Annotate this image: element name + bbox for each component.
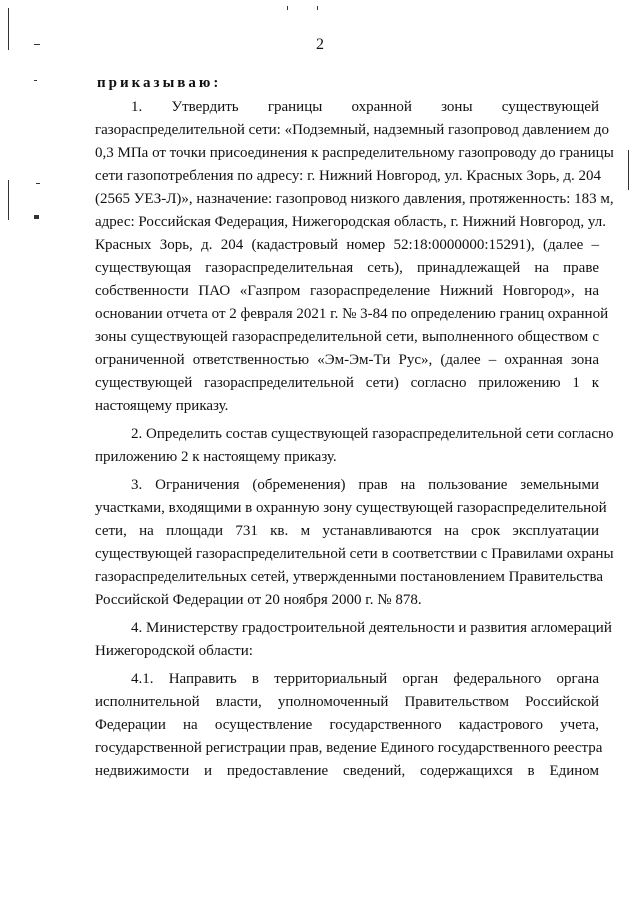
text-line: Российской Федерации от 20 ноября 2000 г. № 878. (95, 592, 422, 608)
text-line: исполнительной власти, уполномоченный Правительством Российской (95, 694, 599, 710)
page-number: 2 (316, 36, 324, 53)
document-body (95, 96, 614, 788)
text-line: существующей газораспределительной сети) согласно приложению 1 к (95, 375, 599, 391)
scan-mark (34, 215, 39, 219)
scan-mark (317, 6, 318, 10)
text-line: сети газопотребления по адресу: г. Нижний Новгород, ул. Красных Зорь, д. 204 (95, 168, 601, 184)
text-line: существующей газораспределительной сети в соответствии с Правилами охраны (95, 546, 614, 562)
text-line: государственной регистрации прав, ведение Единого государственного реестра (95, 740, 603, 756)
text-line: газораспределительной сети: «Подземный, надземный газопровод давлением до (95, 122, 609, 138)
text-line: 4.1. Направить в территориальный орган федерального органа (131, 671, 599, 687)
scan-mark (628, 150, 629, 190)
text-line: настоящему приказу. (95, 398, 229, 414)
text-line: зоны существующей газораспределительной сети, выполненного обществом с (95, 329, 599, 345)
scan-mark (287, 6, 288, 10)
paragraph-5 (95, 668, 603, 783)
text-line: участками, входящими в охранную зону существующей газораспределительной (95, 500, 607, 516)
text-line: Федерации на осуществление государственного кадастрового учета, (95, 717, 599, 733)
text-line: собственности ПАО «Газпром газораспределение Нижний Новгород», на (95, 283, 599, 299)
text-line: 3. Ограничения (обременения) прав на пользование земельными (131, 477, 599, 493)
text-line: приложению 2 к настоящему приказу. (95, 449, 337, 465)
text-line: Нижегородской области: (95, 643, 253, 659)
text-line: основании отчета от 2 февраля 2021 г. № 3-84 по определению границ охранной (95, 306, 609, 322)
text-line: адрес: Российская Федерация, Нижегородская область, г. Нижний Новгород, ул. (95, 214, 606, 230)
paragraph-4 (95, 617, 612, 663)
order-heading: приказываю: (97, 75, 222, 91)
text-line: 4. Министерству градостроительной деятельности и развития агломераций (131, 620, 612, 636)
scan-mark (8, 180, 9, 220)
paragraph-3 (95, 474, 614, 612)
text-line: Красных Зорь, д. 204 (кадастровый номер 52:18:0000000:15291), (далее – (95, 237, 599, 253)
text-line: 0,3 МПа от точки присоединения к распределительному газопроводу до границы (95, 145, 614, 161)
paragraph-1 (95, 96, 614, 418)
text-line: 1. Утвердить границы охранной зоны существующей (131, 99, 599, 115)
text-line: существующая газораспределительная сеть), принадлежащей на праве (95, 260, 599, 276)
text-line: газораспределительных сетей, утвержденными постановлением Правительства (95, 569, 604, 585)
scan-mark (36, 183, 40, 184)
scan-mark (34, 80, 37, 81)
paragraph-2 (95, 423, 614, 469)
text-line: недвижимости и предоставление сведений, содержащихся в Едином (95, 763, 599, 779)
text-line: 2. Определить состав существующей газораспределительной сети согласно (131, 426, 614, 442)
text-line: (2565 УЕЗ-Л)», назначение: газопровод низкого давления, протяженность: 183 м, (95, 191, 614, 207)
text-line: ограниченной ответственностью «Эм-Эм-Ти Рус», (далее – охранная зона (95, 352, 599, 368)
text-line: сети, на площади 731 кв. м устанавливаются на срок эксплуатации (95, 523, 599, 539)
